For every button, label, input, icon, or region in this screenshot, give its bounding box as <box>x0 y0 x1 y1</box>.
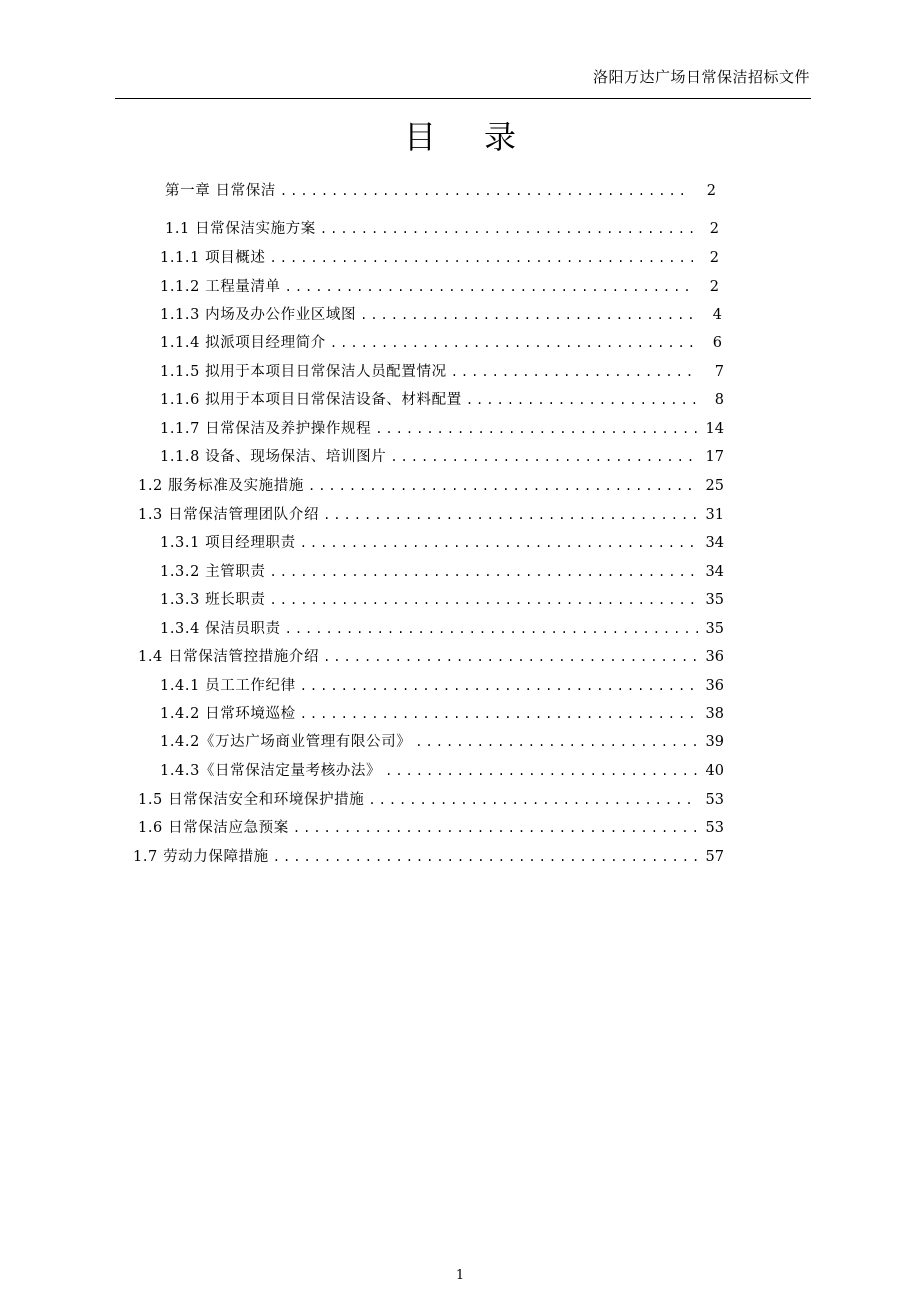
toc-entry-page: 2 <box>709 250 719 266</box>
toc-entry-page: 57 <box>705 849 724 865</box>
toc-dot-leader <box>320 219 693 239</box>
toc-entry[interactable] <box>160 447 724 467</box>
toc-entry[interactable] <box>160 619 724 639</box>
toc-dot-leader <box>466 390 698 410</box>
toc-entry-page: 38 <box>705 706 724 722</box>
toc-entry[interactable] <box>165 181 716 201</box>
toc-entry[interactable] <box>138 476 724 496</box>
toc-entry-page: 17 <box>705 449 724 465</box>
toc-entry-page: 2 <box>706 183 716 199</box>
toc-dot-leader <box>300 704 698 724</box>
toc-entry[interactable] <box>160 732 724 752</box>
toc-dot-leader <box>323 647 698 667</box>
toc-entry-page: 40 <box>705 763 724 779</box>
toc-entry-label: 1.1.1 项目概述 <box>160 250 266 266</box>
toc-dot-leader <box>293 818 698 838</box>
page-number: 1 <box>455 1268 465 1283</box>
toc-dot-leader <box>451 362 698 382</box>
toc-dot-leader <box>415 732 698 752</box>
toc-entry-page: 8 <box>714 392 724 408</box>
toc-entry[interactable] <box>160 362 724 382</box>
toc-dot-leader <box>360 305 696 325</box>
toc-entry-label: 1.3.2 主管职责 <box>160 564 266 580</box>
toc-entry[interactable] <box>160 305 722 325</box>
toc-entry-page: 53 <box>705 820 724 836</box>
toc-entry[interactable] <box>138 818 724 838</box>
toc-entry-page: 25 <box>705 478 724 494</box>
toc-entry-page: 34 <box>705 535 724 551</box>
toc-entry-label: 1.3.4 保洁员职责 <box>160 621 281 637</box>
toc-entry-page: 53 <box>705 792 724 808</box>
toc-entry-label: 1.3 日常保洁管理团队介绍 <box>138 507 320 523</box>
toc-entry-label: 1.1.4 拟派项目经理简介 <box>160 335 326 351</box>
toc-dot-leader <box>270 562 698 582</box>
toc-dot-leader <box>285 277 693 297</box>
toc-entry-label: 1.4 日常保洁管控措施介绍 <box>138 649 320 665</box>
toc-dot-leader <box>300 676 698 696</box>
toc-entry-label: 1.1.8 设备、现场保洁、培训图片 <box>160 449 387 465</box>
toc-entry-label: 1.1.5 拟用于本项目日常保洁人员配置情况 <box>160 364 447 380</box>
toc-entry-label: 1.4.1 员工工作纪律 <box>160 678 296 694</box>
toc-entry-page: 34 <box>705 564 724 580</box>
toc-dot-leader <box>270 590 698 610</box>
toc-dot-leader <box>368 790 698 810</box>
toc-entry-page: 35 <box>705 592 724 608</box>
toc-entry[interactable] <box>160 562 724 582</box>
toc-entry-label: 1.1 日常保洁实施方案 <box>165 221 316 237</box>
toc-entry[interactable] <box>160 277 719 297</box>
toc-entry[interactable] <box>160 248 719 268</box>
toc-dot-leader <box>280 181 690 201</box>
toc-entry-page: 4 <box>712 307 722 323</box>
toc-entry-page: 39 <box>705 734 724 750</box>
toc-entry-page: 2 <box>709 279 719 295</box>
toc-entry-label: 第一章 日常保洁 <box>165 183 276 199</box>
toc-dot-leader <box>323 505 698 525</box>
toc-dot-leader <box>285 619 698 639</box>
toc-entry-page: 36 <box>705 649 724 665</box>
toc-entry[interactable] <box>160 533 724 553</box>
toc-entry-page: 2 <box>709 221 719 237</box>
toc-entry-label: 1.3.3 班长职责 <box>160 592 266 608</box>
toc-entry[interactable] <box>160 390 724 410</box>
toc-entry[interactable] <box>160 761 724 781</box>
toc-entry[interactable] <box>160 676 724 696</box>
toc-entry-page: 14 <box>705 421 724 437</box>
toc-dot-leader <box>270 248 693 268</box>
toc-entry-page: 36 <box>705 678 724 694</box>
toc-entry-label: 1.7 劳动力保障措施 <box>133 849 269 865</box>
toc-dot-leader <box>273 847 698 867</box>
toc-entry-label: 1.1.6 拟用于本项目日常保洁设备、材料配置 <box>160 392 462 408</box>
toc-entry[interactable] <box>160 704 724 724</box>
header-title: 洛阳万达广场日常保洁招标文件 <box>592 68 810 86</box>
toc-entry[interactable] <box>160 590 724 610</box>
toc-entry-label: 1.5 日常保洁安全和环境保护措施 <box>138 792 365 808</box>
toc-entry-label: 1.6 日常保洁应急预案 <box>138 820 289 836</box>
toc-entry[interactable] <box>138 647 724 667</box>
toc-dot-leader <box>385 761 698 781</box>
toc-dot-leader <box>390 447 698 467</box>
toc-entry-label: 1.4.3《日常保洁定量考核办法》 <box>160 763 382 779</box>
toc-dot-leader <box>308 476 698 496</box>
header-divider <box>115 98 811 99</box>
toc-entry-label: 1.2 服务标准及实施措施 <box>138 478 304 494</box>
toc-entry-label: 1.3.1 项目经理职责 <box>160 535 296 551</box>
toc-dot-leader <box>300 533 698 553</box>
toc-entry-label: 1.1.2 工程量清单 <box>160 279 281 295</box>
toc-entry[interactable] <box>133 847 724 867</box>
toc-entry[interactable] <box>160 419 724 439</box>
toc-entry-label: 1.1.3 内场及办公作业区域图 <box>160 307 357 323</box>
toc-entry-label: 1.4.2《万达广场商业管理有限公司》 <box>160 734 412 750</box>
toc-entry-page: 7 <box>714 364 724 380</box>
toc-dot-leader <box>330 333 696 353</box>
toc-entry-page: 6 <box>712 335 722 351</box>
toc-entry-page: 31 <box>705 507 724 523</box>
toc-dot-leader <box>375 419 698 439</box>
toc-entry[interactable] <box>138 790 724 810</box>
toc-entry-label: 1.4.2 日常环境巡检 <box>160 706 296 722</box>
toc-entry[interactable] <box>165 219 719 239</box>
toc-entry[interactable] <box>160 333 722 353</box>
toc-entry-page: 35 <box>705 621 724 637</box>
toc-entry-label: 1.1.7 日常保洁及养护操作规程 <box>160 421 372 437</box>
toc-entry[interactable] <box>138 505 724 525</box>
toc-heading: 目录 <box>403 118 564 156</box>
